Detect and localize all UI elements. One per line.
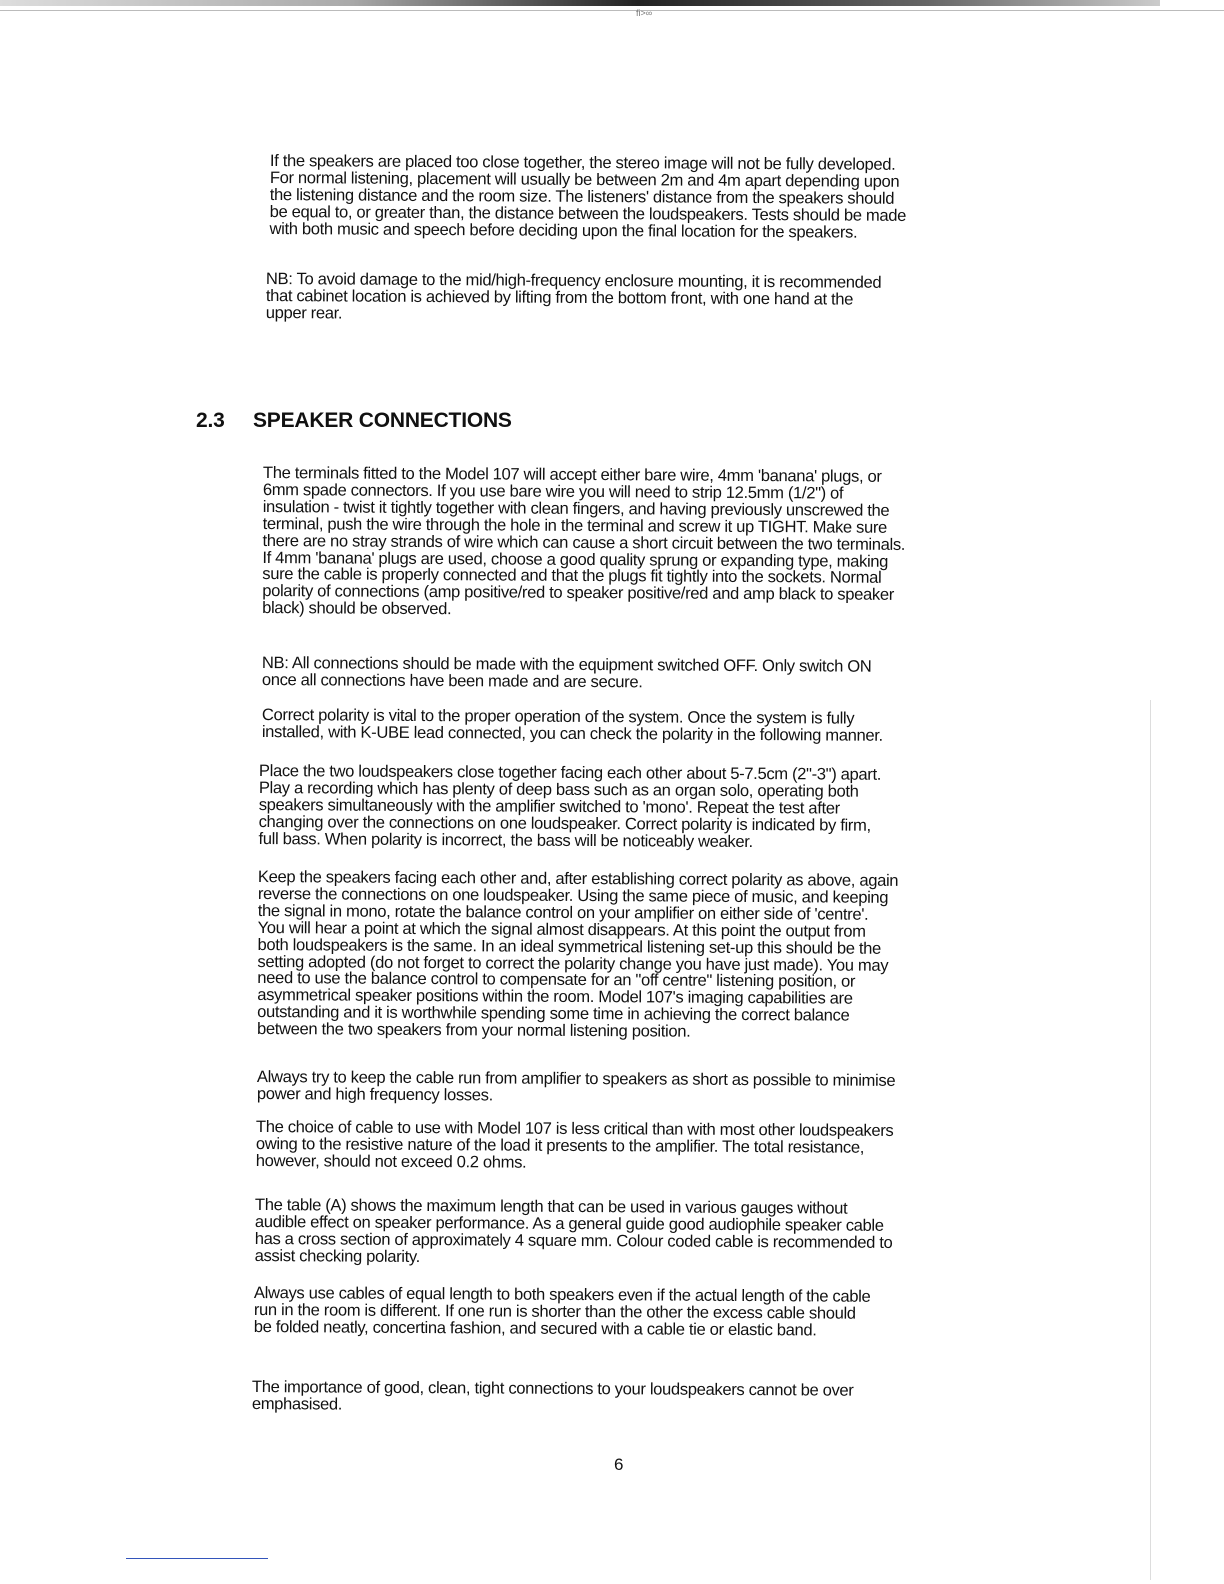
text-line: Always try to keep the cable run from amplifier to speakers as short as possible to minimise [256, 1067, 896, 1090]
text-line: once all connections have been made and are secure. [261, 669, 643, 692]
text-line: speakers simultaneously with the amplifier switched to 'mono'. Repeat the test after [258, 794, 840, 818]
scan-top-edge [0, 0, 1160, 6]
text-line: NB: To avoid damage to the mid/high-frequency enclosure mounting, it is recommended [265, 269, 882, 292]
text-line: be equal to, or greater than, the distance between the loudspeakers. Tests should be made [269, 201, 907, 225]
text-line: reverse the connections on one loudspeaker. Using the same piece of music, and keeping [257, 883, 889, 907]
text-line: assist checking polarity. [254, 1245, 420, 1266]
text-line: audible effect on speaker performance. As a general guide good audiophile speaker cable [254, 1211, 884, 1235]
paragraph-polarity [262, 707, 883, 745]
paragraph-nb-switch-off [262, 655, 872, 693]
text-line: emphasised. [251, 1393, 343, 1414]
text-line: The terminals fitted to the Model 107 will accept either bare wire, 4mm 'banana' plugs, or [262, 463, 882, 486]
section-number: 2.3 [196, 409, 225, 432]
text-line: 6mm spade connectors. If you use bare wire you will need to strip 12.5mm (1/2") of [262, 479, 844, 503]
text-line: between the two speakers from your normal listening position. [256, 1019, 691, 1041]
text-line: If the speakers are placed too close together, the stereo image will not be fully developed. [269, 151, 896, 174]
text-line: NB: All connections should be made with the equipment switched OFF. Only switch ON [261, 653, 872, 676]
text-line: owing to the resistive nature of the load it presents to the amplifier. The total resistance, [255, 1133, 865, 1157]
paragraph-balance [257, 869, 898, 1042]
text-line: polarity of connections (amp positive/red to speaker positive/red and amp black to speaker [262, 581, 894, 605]
text-line: Keep the speakers facing each other and, after establishing correct polarity as above, again [257, 867, 899, 890]
page-number: 6 [614, 1455, 624, 1474]
paragraph-cable-choice [256, 1119, 894, 1174]
paragraph-cable-run [257, 1069, 895, 1107]
text-line: the signal in mono, rotate the balance control on your amplifier on either side of 'centre'. [257, 900, 869, 924]
text-line: run in the room is different. If one run is shorter than the other the excess cable should [253, 1299, 856, 1323]
text-line: has a cross section of approximately 4 square mm. Colour coded cable is recommended to [254, 1228, 893, 1252]
text-line: with both music and speech before deciding upon the final location for the speakers. [269, 218, 858, 242]
scan-top-rule [0, 10, 1224, 11]
text-line: For normal listening, placement will usually be between 2m and 4m apart depending upon [269, 167, 900, 191]
text-line: The importance of good, clean, tight connections to your loudspeakers cannot be over [251, 1377, 854, 1400]
text-line: You will hear a point at which the signal almost disappears. At this point the output from [257, 917, 866, 941]
text-line: full bass. When polarity is incorrect, the bass will be noticeably weaker. [258, 828, 753, 851]
text-line: be folded neatly, concertina fashion, and secured with a cable tie or elastic band. [253, 1316, 817, 1340]
text-line: insulation - twist it tightly together with clean fingers, and having previously unscrewed the [262, 496, 890, 520]
text-line: however, should not exceed 0.2 ohms. [255, 1150, 527, 1172]
text-line: the listening distance and the room size. The listeners' distance from the speakers should [269, 184, 895, 208]
text-line: upper rear. [265, 302, 343, 323]
paragraph-speaker-placement [269, 153, 906, 241]
footnote-rule [126, 1558, 268, 1559]
text-line: The choice of cable to use with Model 107 is less critical than with most other loudspeakers [255, 1117, 894, 1140]
text-line: Play a recording which has plenty of deep bass such as an organ solo, operating both [258, 777, 859, 801]
text-line: outstanding and it is worthwhile spending some time in achieving the correct balance [257, 1002, 850, 1025]
text-line: asymmetrical speaker positions within the room. Model 107's imaging capabilities are [257, 985, 853, 1008]
paragraph-terminals [262, 465, 905, 621]
text-line: power and high frequency losses. [256, 1083, 493, 1105]
text-line: installed, with K-UBE lead connected, you can check the polarity in the following manner. [261, 721, 883, 745]
header-scribble: ﬁ>∞ [636, 8, 653, 18]
text-line: setting adopted (do not forget to correct the polarity change you have just made). You may [257, 951, 889, 975]
scan-right-edge [1150, 700, 1151, 1580]
text-line: If 4mm 'banana' plugs are used, choose a good quality sprung or expanding type, making [262, 547, 889, 571]
text-line: Place the two loudspeakers close together facing each other about 5-7.5cm (2"-3") apart. [258, 761, 882, 784]
text-line: need to use the balance control to compensate for an "off centre" listening position, or [257, 968, 856, 992]
text-line: Correct polarity is vital to the proper operation of the system. Once the system is fully [261, 705, 855, 728]
text-line: both loudspeakers is the same. In an ideal symmetrical listening set-up this should be the [257, 934, 881, 958]
paragraph-importance [252, 1379, 854, 1416]
text-line: there are no stray strands of wire which can cause a short circuit between the two terminals. [262, 530, 906, 554]
paragraph-cable-table [255, 1197, 893, 1269]
text-line: black) should be observed. [262, 598, 452, 619]
text-line: Always use cables of equal length to both speakers even if the actual length of the cable [253, 1283, 871, 1306]
text-line: that cabinet location is achieved by lifting from the bottom front, with one hand at the [265, 285, 854, 309]
text-line: sure the cable is properly connected and that the plugs fit tightly into the sockets. Normal [262, 564, 882, 588]
text-line: The table (A) shows the maximum length that can be used in various gauges without [254, 1195, 848, 1218]
paragraph-nb-lifting [266, 271, 882, 325]
text-line: terminal, push the wire through the hole in the terminal and screw it up TIGHT. Make sure [262, 513, 888, 537]
section-title: SPEAKER CONNECTIONS [253, 409, 512, 432]
paragraph-polarity-test [258, 763, 881, 851]
paragraph-equal-length [254, 1285, 871, 1339]
text-line: changing over the connections on one loudspeaker. Correct polarity is indicated by firm, [258, 811, 871, 835]
